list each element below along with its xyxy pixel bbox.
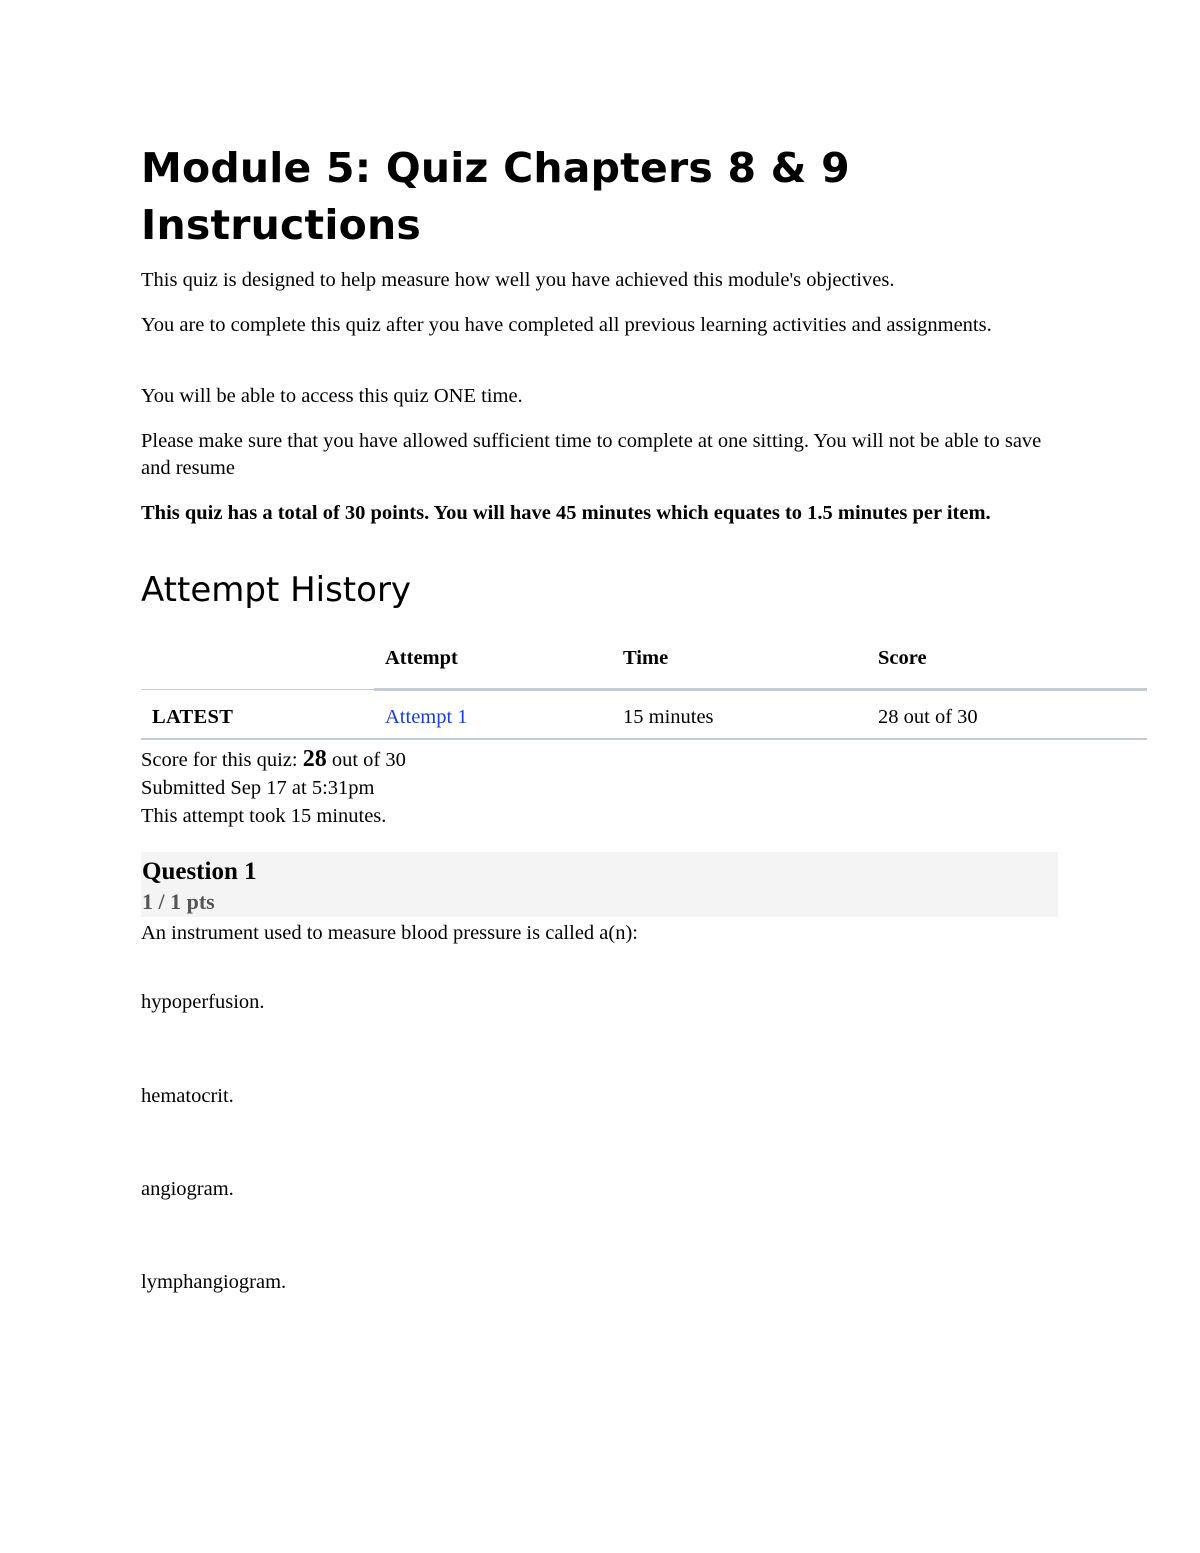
quiz-summary bbox=[141, 745, 406, 830]
score-suffix: out of 30 bbox=[326, 749, 406, 771]
attempt-score: 28 out of 30 bbox=[878, 706, 978, 728]
page-title-line-1: Module 5: Quiz Chapters 8 & 9 bbox=[141, 144, 850, 192]
score-line bbox=[141, 745, 406, 774]
page-title bbox=[141, 140, 850, 254]
column-header-attempt: Attempt bbox=[385, 647, 458, 669]
answer-option: hematocrit. bbox=[141, 1085, 234, 1107]
score-value: 28 bbox=[302, 746, 327, 772]
instruction-paragraph: You will be able to access this quiz ONE time. bbox=[141, 385, 523, 407]
table-row bbox=[141, 699, 1147, 739]
table-header-divider bbox=[374, 688, 1147, 691]
question-text: An instrument used to measure blood pressure is called a(n): bbox=[141, 922, 638, 944]
score-prefix: Score for this quiz: bbox=[141, 749, 303, 771]
table-bottom-divider bbox=[141, 738, 1147, 740]
instruction-points-note: This quiz has a total of 30 points. You will have 45 minutes which equates to 1.5 minutes per item. bbox=[141, 502, 991, 524]
latest-label: LATEST bbox=[152, 706, 234, 728]
attempt-link[interactable]: Attempt 1 bbox=[385, 706, 468, 728]
question-points: 1 / 1 pts bbox=[142, 889, 215, 914]
instruction-paragraph: Please make sure that you have allowed sufficient time to complete at one sitting. You will not be able to save and resume bbox=[141, 430, 1042, 479]
page-title-line-2: Instructions bbox=[141, 201, 421, 249]
attempt-history-table bbox=[141, 640, 1147, 728]
duration-line: This attempt took 15 minutes. bbox=[141, 805, 387, 827]
submitted-line: Submitted Sep 17 at 5:31pm bbox=[141, 777, 375, 799]
instruction-paragraph: You are to complete this quiz after you have completed all previous learning activities and assignments. bbox=[141, 314, 992, 336]
answer-option: angiogram. bbox=[141, 1178, 234, 1200]
attempt-history-heading: Attempt History bbox=[141, 570, 412, 610]
column-header-score: Score bbox=[878, 647, 927, 669]
answer-option: hypoperfusion. bbox=[141, 991, 265, 1013]
instruction-paragraph: This quiz is designed to help measure how well you have achieved this module's objectives. bbox=[141, 269, 895, 291]
question-title: Question 1 bbox=[142, 858, 257, 885]
question-header bbox=[141, 852, 1058, 917]
table-header-divider-left bbox=[141, 689, 374, 690]
attempt-time: 15 minutes bbox=[623, 706, 714, 728]
column-header-time: Time bbox=[623, 647, 669, 669]
table-header-row bbox=[141, 640, 1147, 688]
answer-option: lymphangiogram. bbox=[141, 1271, 287, 1293]
